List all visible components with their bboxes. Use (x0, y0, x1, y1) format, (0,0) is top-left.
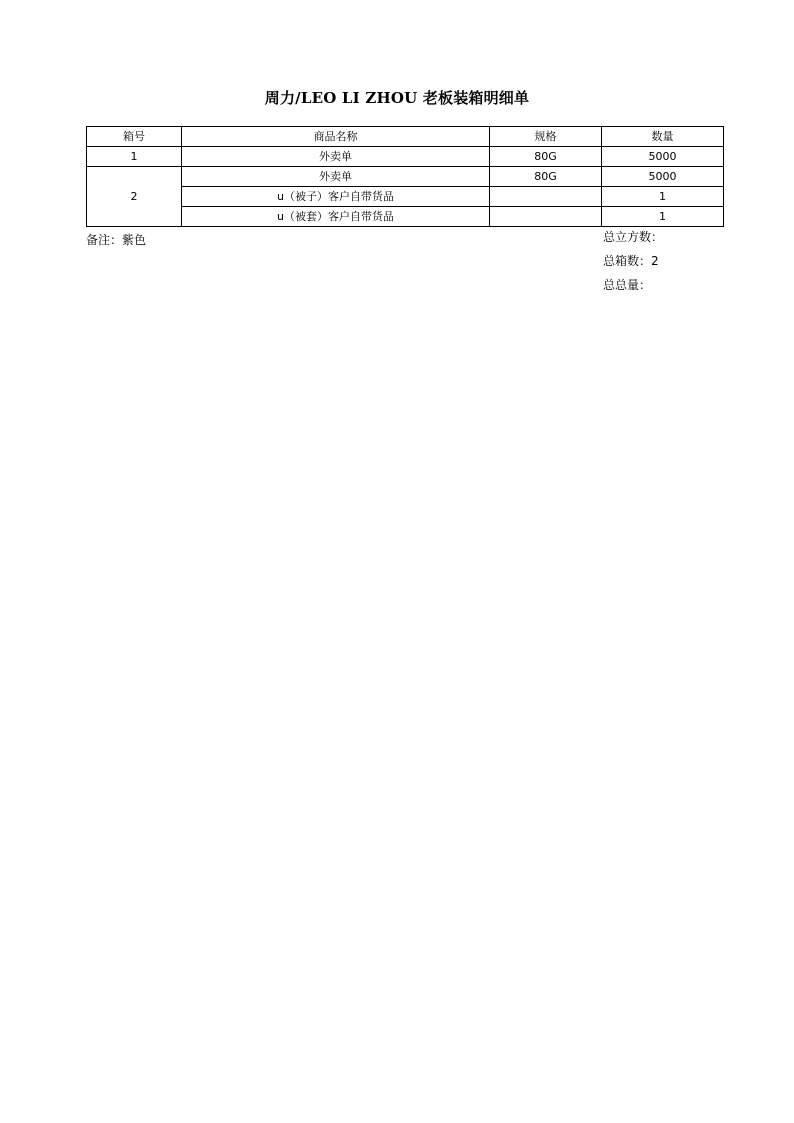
total-weight-label: 总总量： (603, 278, 652, 292)
quantity-cell: 5000 (602, 147, 724, 167)
box-no-cell: 2 (87, 167, 182, 227)
total-volume-label: 总立方数： (603, 230, 664, 244)
total-volume-line (603, 229, 663, 253)
packing-list-table (86, 126, 724, 227)
spec-cell: 80G (490, 147, 602, 167)
total-boxes-label: 总箱数： (603, 254, 652, 268)
total-boxes-value: 2 (651, 254, 659, 268)
spec-cell (490, 207, 602, 227)
product-name-cell: 外卖单 (182, 147, 490, 167)
header-product-name: 商品名称 (182, 127, 490, 147)
remarks (86, 232, 146, 248)
quantity-cell: 1 (602, 187, 724, 207)
table-row (87, 147, 724, 167)
remarks-label: 备注： (86, 233, 123, 247)
quantity-cell: 1 (602, 207, 724, 227)
product-name-cell: u（被子）客户自带货品 (182, 187, 490, 207)
spec-cell: 80G (490, 167, 602, 187)
remarks-value: 紫色 (122, 233, 147, 247)
table-row (87, 207, 724, 227)
total-boxes-line (603, 253, 663, 277)
product-name-cell: 外卖单 (182, 167, 490, 187)
quantity-cell: 5000 (602, 167, 724, 187)
page-title: 周力/LEO LI ZHOU 老板装箱明细单 (264, 89, 530, 107)
table-header-row (87, 127, 724, 147)
product-name-cell: u（被套）客户自带货品 (182, 207, 490, 227)
total-weight-line (603, 277, 663, 301)
header-quantity: 数量 (602, 127, 724, 147)
header-spec: 规格 (490, 127, 602, 147)
header-box-no: 箱号 (87, 127, 182, 147)
spec-cell (490, 187, 602, 207)
box-no-cell: 1 (87, 147, 182, 167)
table-row (87, 187, 724, 207)
table-row (87, 167, 724, 187)
summary-block (603, 229, 663, 301)
